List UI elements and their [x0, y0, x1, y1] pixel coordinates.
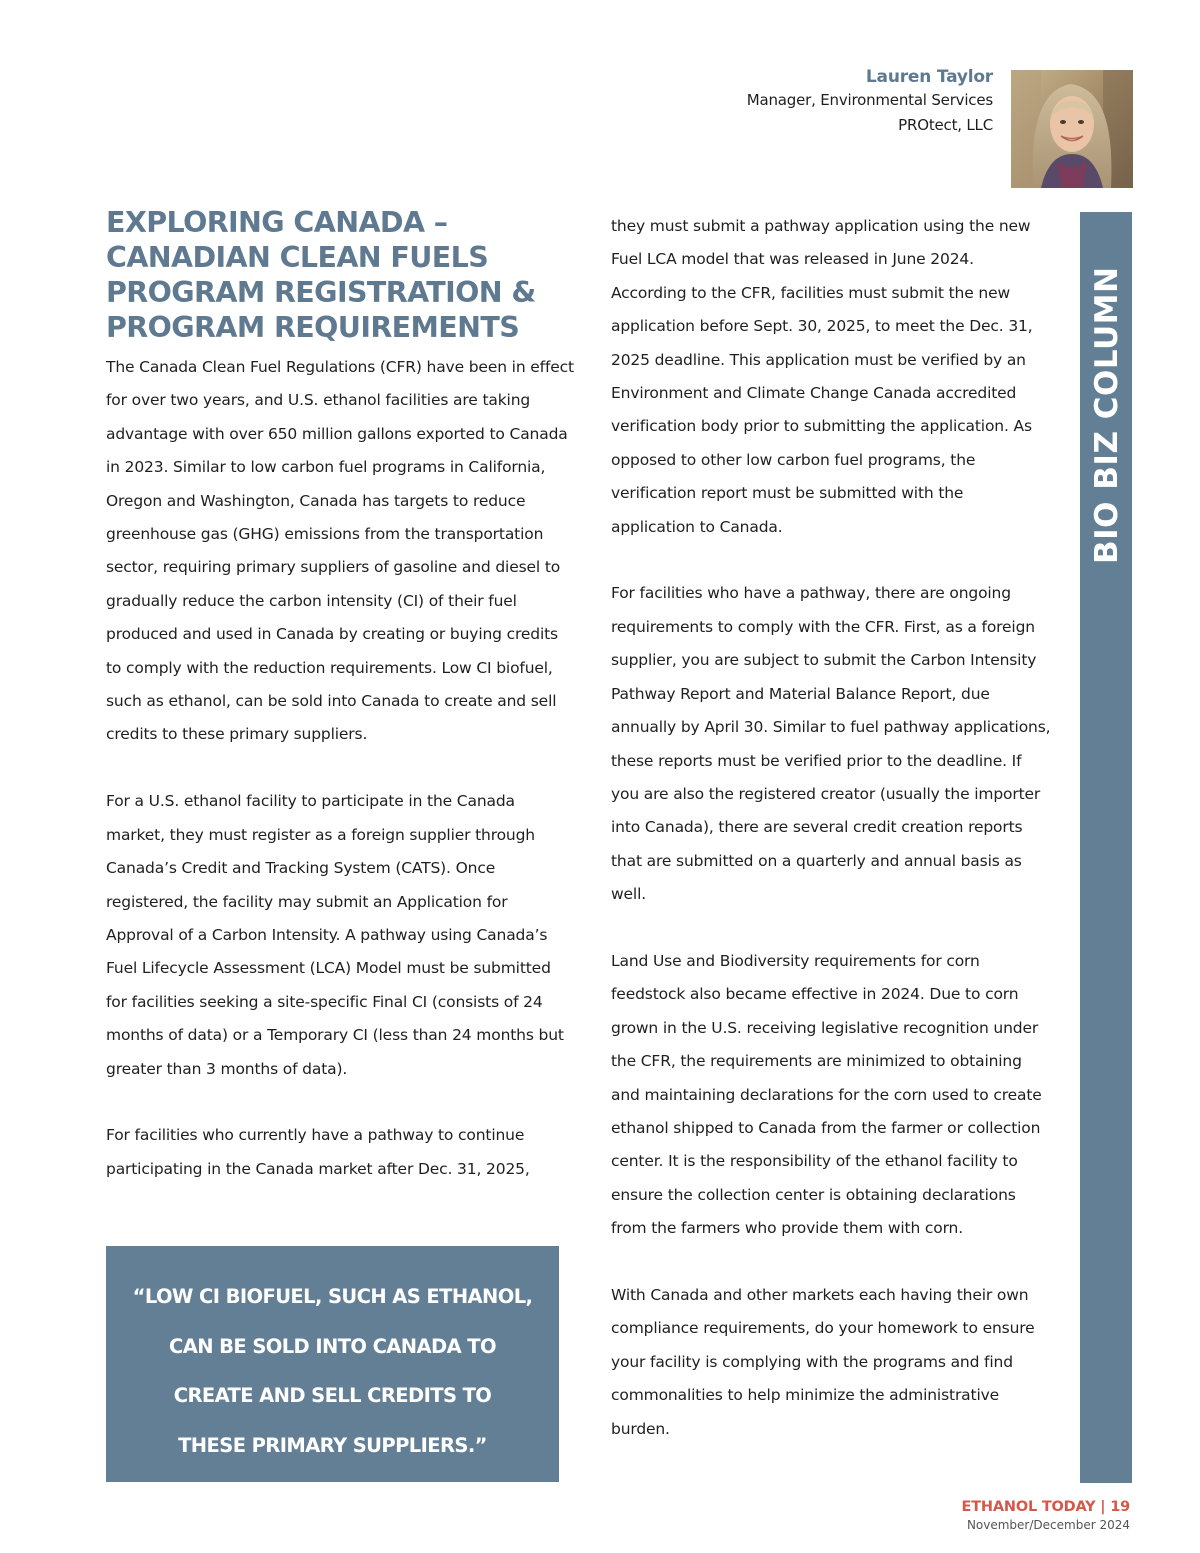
- paragraph-spacer: [611, 912, 1051, 945]
- author-portrait: [1011, 70, 1133, 188]
- body-paragraph: they must submit a pathway application using the new Fuel LCA model that was released in June 2024. According to the CFR, facilities must submit the new application before Sept. 30, 2025, to meet the Dec. 31, 2025 deadline. This application must be verified by an Environment and Climate Change Canada accredited verification body prior to submitting the application. As opposed to other low carbon fuel programs, the verification report must be submitted with the application to Canada.: [611, 217, 1033, 536]
- paragraph-spacer: [106, 1086, 574, 1119]
- author-title: Manager, Environmental Services: [746, 91, 993, 109]
- pull-quote-line: THESE PRIMARY SUPPLIERS.”: [178, 1433, 487, 1457]
- author-company: PROtect, LLC: [898, 116, 993, 134]
- pull-quote-line: CREATE AND SELL CREDITS TO: [173, 1384, 492, 1407]
- article-headline: [106, 205, 576, 345]
- author-byline: [593, 66, 993, 138]
- section-label: BIO BIZ COLUMN: [1089, 266, 1125, 564]
- section-sidebar: [1080, 212, 1132, 1483]
- headline-line: EXPLORING CANADA –: [106, 206, 448, 239]
- body-paragraph: The Canada Clean Fuel Regulations (CFR) have been in effect for over two years, and U.S. ethanol facilities are taking advantage with over 650 million gallons exported to Canada in 2023. Similar to low carbon fuel programs in California, Oregon and Washington, Canada has targets to reduce greenhouse gas (GHG) emissions from the transportation sector, requiring primary suppliers of gasoline and diesel to gradually reduce the carbon intensity (CI) of their fuel produced and used in Canada by creating or buying credits to comply with the reduction requirements. Low CI biofuel, such as ethanol, can be sold into Canada to create and sell credits to these primary suppliers.: [106, 358, 574, 744]
- article-column-right: [611, 210, 1051, 1446]
- headline-line: PROGRAM REGISTRATION &: [106, 276, 536, 309]
- author-portrait-image: [1011, 70, 1133, 188]
- headline-line: PROGRAM REQUIREMENTS: [106, 311, 520, 344]
- author-name: Lauren Taylor: [865, 67, 993, 87]
- body-paragraph: For facilities who currently have a pathway to continue participating in the Canada market after Dec. 31, 2025,: [106, 1126, 530, 1178]
- page-footer: [962, 1497, 1130, 1533]
- pull-quote-line: “LOW CI BIOFUEL, SUCH AS ETHANOL,: [132, 1285, 533, 1308]
- headline-line: CANADIAN CLEAN FUELS: [106, 241, 489, 274]
- body-paragraph: For facilities who have a pathway, there are ongoing requirements to comply with the CFR. First, as a foreign supplier, you are subject to submit the Carbon Intensity Pathway Report and Material Balance Report, due annually by April 30. Similar to fuel pathway applications, these reports must be verified prior to the deadline. If you are also the registered creator (usually the importer into Canada), there are several credit creation reports that are submitted on a quarterly and annual basis as well.: [611, 584, 1051, 904]
- magazine-page-number: ETHANOL TODAY | 19: [961, 1499, 1130, 1515]
- issue-date: November/December 2024: [966, 1518, 1130, 1532]
- body-paragraph: For a U.S. ethanol facility to participate in the Canada market, they must register as a foreign supplier through Canada’s Credit and Tracking System (CATS). Once registered, the facility may submit an Application for Approval of a Carbon Intensity. A pathway using Canada’s Fuel Lifecycle Assessment (LCA) Model must be submitted for facilities seeking a site-specific Final CI (consists of 24 months of data) or a Temporary CI (less than 24 months but greater than 3 months of data).: [106, 792, 564, 1078]
- body-paragraph: Land Use and Biodiversity requirements for corn feedstock also became effective in 2024. Due to corn grown in the U.S. receiving legislative recognition under the CFR, the requirements are minimized to obtaining and maintaining declarations for the corn used to create ethanol shipped to Canada from the farmer or collection center. It is the responsibility of the ethanol facility to ensure the collection center is obtaining declarations from the farmers who provide them with corn.: [611, 951, 1042, 1238]
- pull-quote: [106, 1246, 559, 1482]
- paragraph-spacer: [106, 752, 574, 785]
- paragraph-spacer: [611, 1246, 1051, 1279]
- article-column-left: [106, 351, 574, 1186]
- paragraph-spacer: [611, 544, 1051, 577]
- body-paragraph: With Canada and other markets each having their own compliance requirements, do your homework to ensure your facility is complying with the programs and find commonalities to help minimize the administrative burden.: [611, 1286, 1035, 1438]
- pull-quote-line: CAN BE SOLD INTO CANADA TO: [169, 1334, 496, 1358]
